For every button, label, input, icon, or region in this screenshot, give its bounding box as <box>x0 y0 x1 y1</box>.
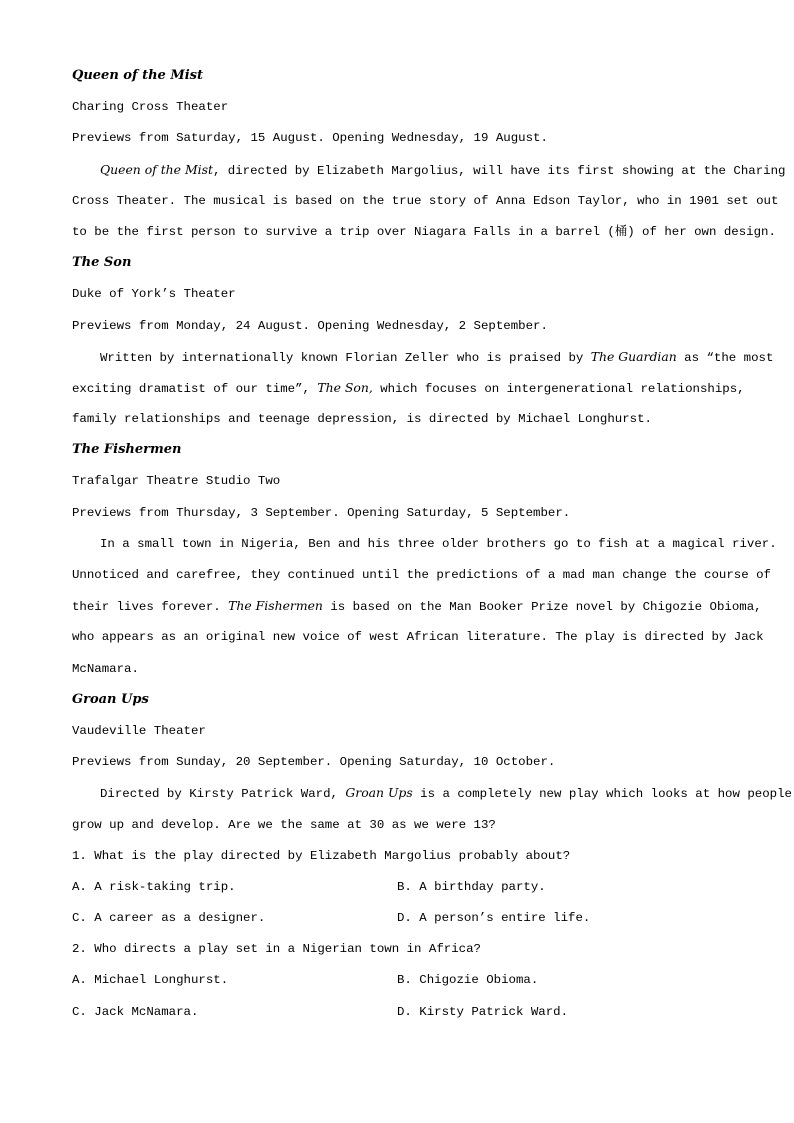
description-text: as “the most <box>684 350 774 365</box>
show-venue: Duke of York’s Theater <box>72 287 236 302</box>
description-text: exciting dramatist of our time”, <box>72 381 310 396</box>
show-venue: Trafalgar Theatre Studio Two <box>72 474 281 489</box>
inline-title: The Fishermen <box>228 598 323 614</box>
show-description-line: who appears as an original new voice of west African literature. The play is directed by Jack <box>72 630 764 645</box>
answer-options-row <box>72 906 722 937</box>
show-dates: Previews from Saturday, 15 August. Opening Wednesday, 19 August. <box>72 131 548 146</box>
show-description-line <box>72 345 774 376</box>
inline-title: The Guardian <box>590 348 677 364</box>
inline-title: Queen of the Mist <box>100 161 213 177</box>
question-text: 1. What is the play directed by Elizabeth Margolius probably about? <box>72 848 571 863</box>
description-text: is based on the Man Booker Prize novel by Chigozie Obioma, <box>330 600 762 615</box>
document-content <box>72 64 792 1031</box>
show-description-line: Cross Theater. The musical is based on the true story of Anna Edson Taylor, who in 1901 set out <box>72 193 779 208</box>
show-description-line: grow up and develop. Are we the same at 30 as we were 13? <box>72 817 496 832</box>
description-text: Written by internationally known Florian Zeller who is praised by <box>100 350 584 365</box>
description-text: , directed by Elizabeth Margolius, will have its first showing at the Charing <box>212 163 786 178</box>
show-dates: Previews from Monday, 24 August. Opening Wednesday, 2 September. <box>72 318 548 333</box>
show-title: Queen of the Mist <box>72 68 203 83</box>
show-description-line: to be the first person to survive a trip over Niagara Falls in a barrel (桶) of her own design. <box>72 224 776 239</box>
answer-option: D. A person’s entire life. <box>397 911 591 926</box>
show-description-line: In a small town in Nigeria, Ben and his three older brothers go to fish at a magical river. <box>100 536 777 551</box>
answer-option: C. A career as a designer. <box>72 911 266 926</box>
show-title: The Fishermen <box>72 442 182 458</box>
answer-options-row <box>72 1000 722 1031</box>
show-description-line <box>72 594 762 625</box>
inline-title: Groan Ups <box>345 785 413 801</box>
answer-options-row <box>72 968 722 999</box>
description-text: their lives forever. <box>72 600 221 615</box>
description-text: is a completely new play which looks at how people <box>420 787 792 802</box>
show-venue: Vaudeville Theater <box>72 723 206 738</box>
show-description-line <box>72 158 786 189</box>
question-text: 2. Who directs a play set in a Nigerian town in Africa? <box>72 942 481 957</box>
description-text: which focuses on intergenerational relationships, <box>380 381 745 396</box>
show-title: The Son <box>72 255 132 271</box>
inline-title: The Son, <box>317 379 373 395</box>
show-description-line: McNamara. <box>72 661 139 676</box>
show-dates: Previews from Thursday, 3 September. Opening Saturday, 5 September. <box>72 505 571 520</box>
answer-option: D. Kirsty Patrick Ward. <box>397 1004 569 1019</box>
show-description-line: family relationships and teenage depression, is directed by Michael Longhurst. <box>72 412 652 427</box>
show-venue: Charing Cross Theater <box>72 100 229 115</box>
answer-option: A. A risk-taking trip. <box>72 879 236 894</box>
show-dates: Previews from Sunday, 20 September. Opening Saturday, 10 October. <box>72 755 556 770</box>
answer-option: A. Michael Longhurst. <box>72 973 229 988</box>
show-description-line <box>72 781 792 812</box>
show-description-line: Unnoticed and carefree, they continued until the predictions of a mad man change the course of <box>72 568 771 582</box>
description-text: Directed by Kirsty Patrick Ward, <box>100 787 338 802</box>
show-title: Groan Ups <box>72 691 149 707</box>
answer-option: B. A birthday party. <box>397 879 546 894</box>
answer-option: B. Chigozie Obioma. <box>397 973 539 988</box>
show-description-line <box>72 376 745 407</box>
answer-option: C. Jack McNamara. <box>72 1004 199 1019</box>
answer-options-row <box>72 875 722 906</box>
